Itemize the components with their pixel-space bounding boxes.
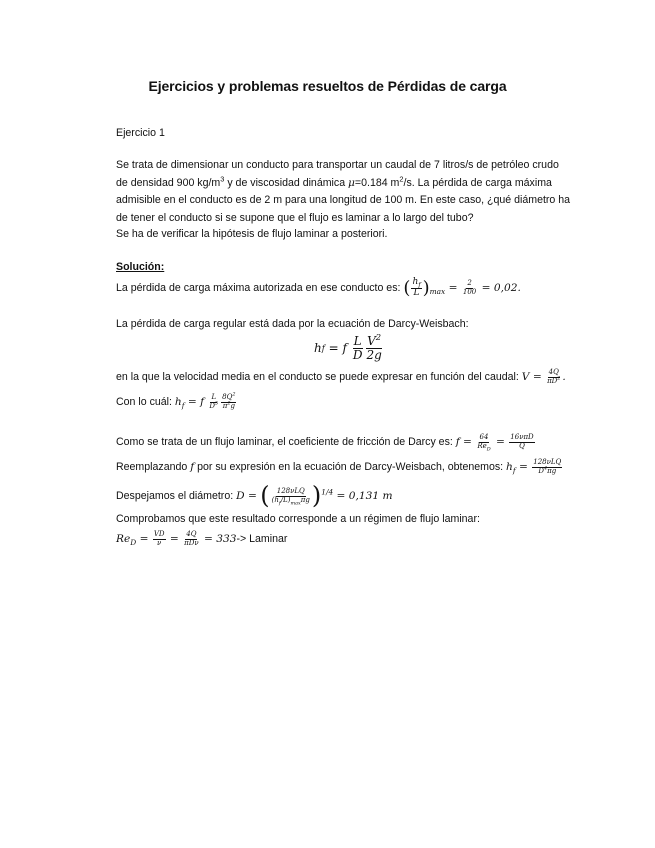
- laminar-conclusion: -> Laminar: [236, 532, 288, 545]
- head-loss-formula: $h_f = f$ $\frac{L}{D^5}$ $\frac{8Q^2}{\pi^2g}$: [174, 391, 236, 411]
- step-3-text: en la que la velocidad media en el conducto se puede expresar en función del caudal:: [116, 370, 519, 383]
- step-5-text: Como se trata de un flujo laminar, el coeficiente de fricción de Darcy es:: [116, 435, 453, 448]
- laminar-head-loss-formula: $h_f$ = $\frac{\text{128νLQ}}{D^4\pi g}$: [506, 458, 562, 476]
- exercise-label: Ejercicio 1: [116, 127, 165, 139]
- darcy-weisbach-equation: h f = f $\frac{L}{D}$ $\frac{V^2}{2g}$: [314, 331, 382, 362]
- step-7: [116, 479, 393, 513]
- step-1-formula: ( $\frac{h_f}{L}$ )$_{max}$ = $\frac{2}{100}$ = 0,02.: [403, 277, 521, 299]
- step-2-text: La pérdida de carga regular está dada por la ecuación de Darcy-Weisbach:: [116, 318, 469, 330]
- step-4: [116, 389, 237, 415]
- solution-heading: Solución:: [116, 261, 165, 273]
- diameter-formula: D = ( $\frac{\text{128νLQ}}{(h_f/L)_{max}\pi g}$ )$^{1/4}$ = 0,131 m: [236, 481, 393, 510]
- friction-factor-formula: f = $\frac{64}{Re_D}$ = $\frac{\text{16νπD}}{Q}$: [455, 433, 534, 452]
- statement-line-2: de densidad 900 $kg/m^3$ y de viscosidad dinámica μ=0.184 $m^2/s$. La pérdida de carga máxima: [116, 173, 552, 189]
- step-6-text: Reemplazando f por su expresión en la ecuación de Darcy-Weisbach, obtenemos:: [116, 460, 504, 473]
- step-5: [116, 430, 536, 454]
- step-6: [116, 455, 563, 479]
- reynolds-formula: $Re_D$ = $\frac{VD}{\nu}$ = $\frac{4Q}{\text{πDν}}$ = 333: [116, 530, 237, 548]
- page-title: Ejercicios y problemas resueltos de Pérdidas de carga: [148, 78, 507, 94]
- statement-line-4: de tener el conducto si se supone que el flujo es laminar a lo largo del tubo?: [116, 211, 474, 224]
- problem-statement: [116, 157, 571, 227]
- step-4-text: Con lo cuál:: [116, 395, 172, 408]
- step-8-text: Comprobamos que este resultado corresponde a un régimen de flujo laminar:: [116, 513, 480, 525]
- statement-line-1: Se trata de dimensionar un conducto para transportar un caudal de 7 litros/s de petróleo crudo: [116, 159, 559, 171]
- step-3: [116, 366, 566, 388]
- statement-line-3: admisible en el conducto es de 2 m para una longitud de 100 m. En este caso, ¿qué diámetro ha: [116, 194, 571, 206]
- statement-line-5: Se ha de verificar la hipótesis de flujo laminar a posteriori.: [116, 228, 388, 240]
- step-7-text: Despejamos el diámetro:: [116, 489, 234, 502]
- step-1-text: La pérdida de carga máxima autorizada en ese conducto es:: [116, 281, 401, 294]
- step-8-formula-line: [116, 527, 287, 551]
- step-1: [116, 275, 521, 301]
- velocity-formula: V = $\frac{4Q}{\pi D^2}$ .: [521, 368, 566, 385]
